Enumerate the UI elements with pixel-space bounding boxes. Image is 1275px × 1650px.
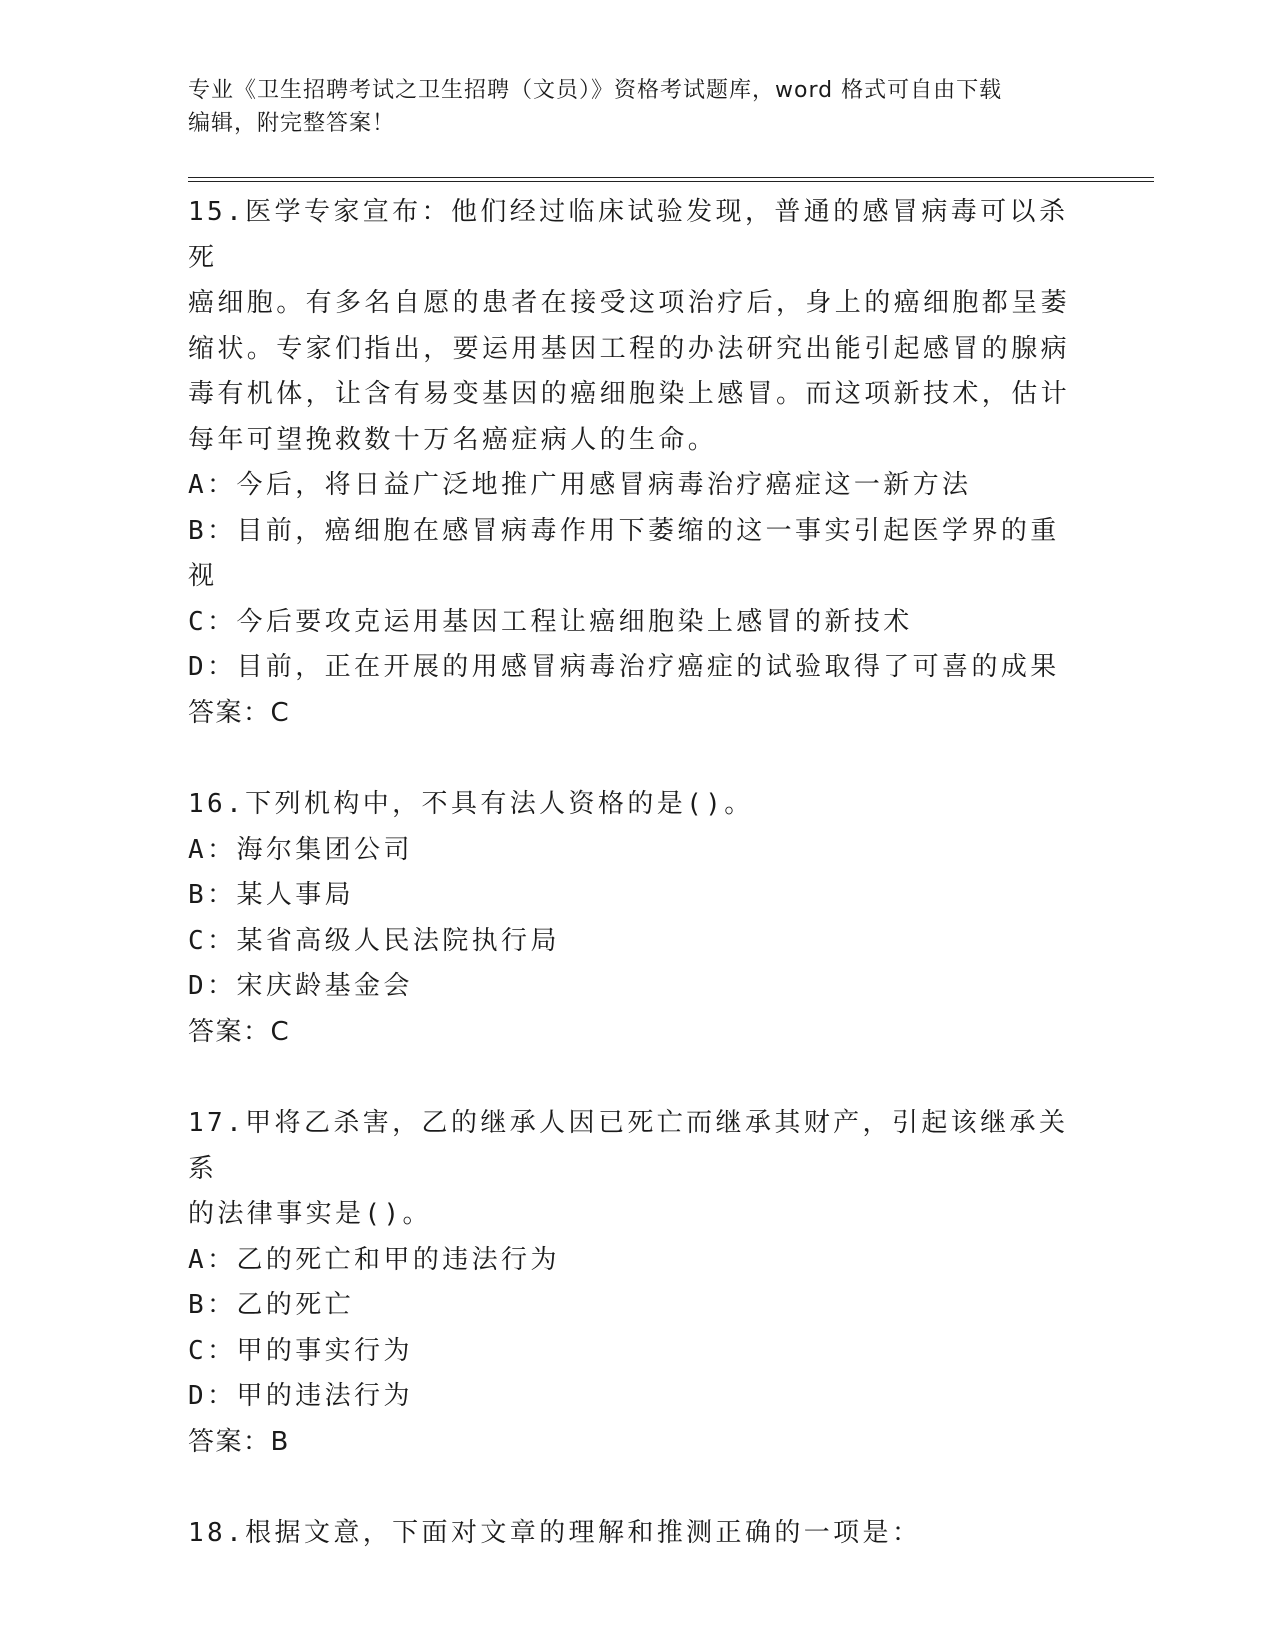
answer-line: 答案：C [188, 1016, 291, 1047]
answer-line: 答案：C [188, 697, 291, 728]
option-d: D：甲的违法行为 [188, 1381, 413, 1411]
question-17 [188, 1101, 1088, 1465]
header-line-2: 编辑，附完整答案！ [188, 111, 396, 136]
header-line-1: 专业《卫生招聘考试之卫生招聘（文员）》资格考试题库，word 格式可自由下载 [188, 78, 1003, 103]
option-c: C：甲的事实行为 [188, 1335, 413, 1366]
option-c: C：某省高级人民法院执行局 [188, 925, 560, 956]
question-stem-line: 癌细胞。有多名自愿的患者在接受这项治疗后，身上的癌细胞都呈萎 [188, 288, 1071, 318]
option-a: A：海尔集团公司 [188, 834, 413, 865]
question-stem-line: 每年可望挽救数十万名癌症病人的生命。 [188, 424, 718, 455]
question-stem-line: 的法律事实是()。 [188, 1199, 432, 1229]
question-stem-line: 17.甲将乙杀害，乙的继承人因已死亡而继承其财产，引起该继承关系 [188, 1108, 1069, 1184]
option-d: D：宋庆龄基金会 [188, 971, 413, 1001]
answer-line: 答案：B [188, 1426, 290, 1457]
question-18 [188, 1511, 1088, 1557]
question-stem-line: 16.下列机构中，不具有法人资格的是()。 [188, 789, 754, 819]
option-d: D：目前，正在开展的用感冒病毒治疗癌症的试验取得了可喜的成果 [188, 652, 1060, 682]
question-list [188, 190, 1088, 1603]
option-b: B：乙的死亡 [188, 1290, 355, 1320]
question-stem-line: 18.根据文意，下面对文章的理解和推测正确的一项是： [188, 1518, 922, 1548]
header-divider [188, 177, 1154, 182]
option-b: B：目前，癌细胞在感冒病毒作用下萎缩的这一事实引起医学界的重视 [188, 515, 1060, 591]
question-stem-line: 毒有机体，让含有易变基因的癌细胞染上感冒。而这项新技术，估计 [188, 379, 1071, 409]
question-16 [188, 782, 1088, 1055]
question-15 [188, 190, 1088, 736]
question-stem-line: 15.医学专家宣布：他们经过临床试验发现，普通的感冒病毒可以杀死 [188, 197, 1069, 273]
option-b: B：某人事局 [188, 880, 355, 910]
option-c: C：今后要攻克运用基因工程让癌细胞染上感冒的新技术 [188, 606, 913, 637]
option-a: A：今后，将日益广泛地推广用感冒病毒治疗癌症这一新方法 [188, 470, 972, 500]
question-stem-line: 缩状。专家们指出，要运用基因工程的办法研究出能引起感冒的腺病 [188, 333, 1071, 364]
document-header [188, 74, 1088, 140]
option-a: A：乙的死亡和甲的违法行为 [188, 1244, 560, 1275]
